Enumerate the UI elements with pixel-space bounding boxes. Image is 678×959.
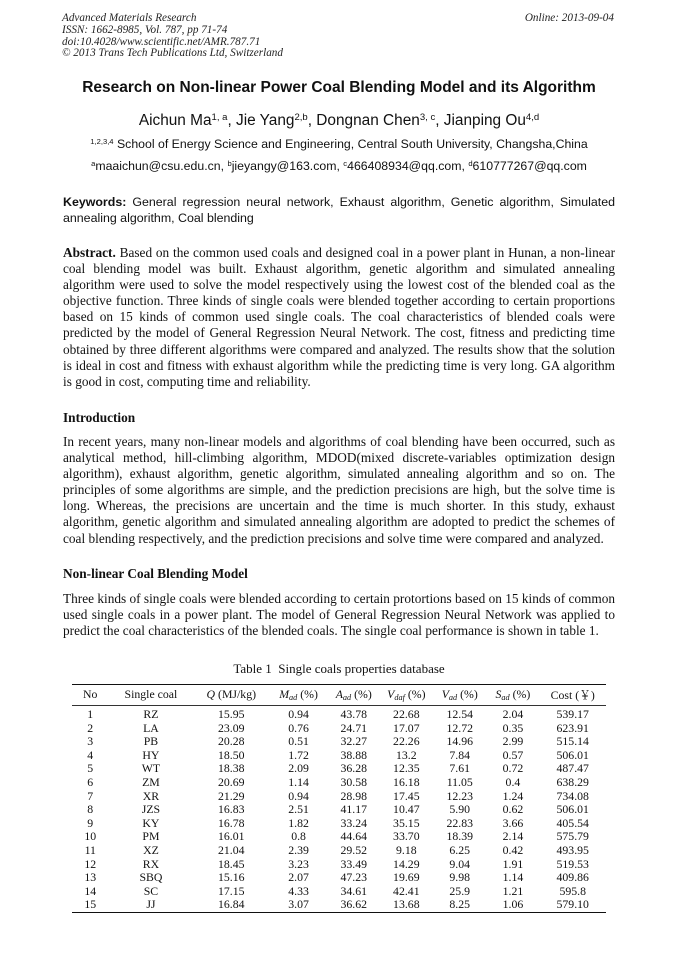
table-cell: 0.94 (288, 788, 309, 803)
table-cell: RZ (143, 707, 159, 721)
table-cell: 30.58 (340, 774, 368, 789)
table-cell: SBQ (139, 870, 163, 885)
table-cell: 0.35 (502, 720, 524, 735)
table-cell: 3.07 (269, 898, 328, 912)
section-heading-model: Non-linear Coal Blending Model (63, 566, 248, 581)
column-header: $A_{ad}$ (%) (328, 685, 380, 706)
table-cell: 1.91 (502, 856, 524, 871)
table-row (72, 762, 606, 776)
table-cell: 34.61 (340, 883, 368, 898)
table-cell: 506.01 (556, 802, 589, 817)
table-cell: 38.88 (340, 747, 368, 762)
keywords-label: Keywords: (63, 195, 127, 209)
table-cell: RX (142, 856, 160, 871)
table-cell: 8 (87, 802, 94, 817)
table-cell: 2 (87, 720, 94, 735)
author-affil-mark: 4,d (525, 111, 540, 123)
table-cell: 2.39 (288, 842, 309, 857)
table-cell: 10 (84, 829, 97, 844)
table-cell: JZS (141, 802, 161, 817)
table-row (72, 722, 606, 736)
journal-header (62, 13, 283, 60)
table-row (72, 776, 606, 790)
email-list: $^a$maaichun@csu.edu.cn, $^b$jieyangy@163.com, $^c$466408934@qq.com, $^d$610777267@qq.com (91, 158, 587, 173)
table-cell: 32.27 (340, 734, 368, 749)
table-cell: 623.91 (556, 720, 589, 735)
table-cell: 579.10 (539, 898, 606, 912)
table-cell: 2.99 (502, 734, 524, 749)
table-cell: 13.68 (380, 898, 434, 912)
table-cell: ZM (142, 774, 160, 789)
table-cell: 0.51 (288, 734, 309, 749)
column-header: $V_{ad}$ (%) (433, 685, 486, 706)
table-cell: 515.14 (556, 734, 589, 749)
author: Jie Yang (236, 112, 295, 129)
copyright-line: © 2013 Trans Tech Publications Ltd, Switzerland (62, 47, 283, 60)
affiliation-mark: 1,2,3,4 (90, 136, 114, 146)
table-cell: HY (142, 747, 160, 762)
table-cell: 23.09 (218, 720, 245, 735)
table-row (72, 830, 606, 844)
table-cell: 18.39 (446, 829, 474, 844)
paper-title: Research on Non-linear Power Coal Blending Model and its Algorithm (82, 79, 596, 96)
table-cell: 22.83 (446, 815, 474, 830)
abstract-text: Based on the common used coals and designed coal in a power plant in Hunan, a non-linear coal blending model was built. Exhaust algorithm, genetic algorithm and simulated annealing algorithm were used to solve the model respectively using the lowest cost of the blended coal as the objective function. Three kinds of single coals were blended together according to certain proportions based on 15 kinds of common used single coals. The coal characteristics of blended coals were predicted by the model of General Regression Neural Network. The cost, fitness and predicting time obtained by three different algorithms were compared and analyzed. The results show that the solution is ideal in cost and fitness with exhaust algorithm while the predicting time is very long. GA algorithm is good in cost, computing time and reliability. (63, 245, 615, 389)
author-affil-mark: 1, a (211, 111, 228, 123)
author: Jianping Ou (443, 112, 526, 129)
column-header: $V_{daf}$ (%) (380, 685, 434, 706)
table-cell: PB (143, 734, 159, 749)
table-cell: 16.83 (218, 802, 245, 817)
table-cell: 5.90 (449, 802, 471, 817)
table-cell: 2.51 (288, 802, 309, 817)
email-mark: b (227, 158, 232, 168)
table-cell: 2.04 (502, 707, 524, 721)
table-row (72, 817, 606, 831)
table-cell: 493.95 (556, 842, 589, 857)
table-cell: 15 (72, 898, 108, 912)
table-cell: 1 (87, 707, 94, 721)
section-heading-introduction: Introduction (63, 410, 136, 425)
table-cell: 6 (87, 774, 94, 789)
table-cell: 33.70 (393, 829, 420, 844)
column-header: $S_{ad}$ (%) (486, 685, 539, 706)
table-cell: 16.78 (218, 815, 245, 830)
table-cell: WT (141, 761, 161, 776)
table-cell: 13.2 (395, 747, 417, 762)
coal-properties-table (72, 684, 606, 913)
table-cell: 24.71 (340, 720, 368, 735)
table-cell: XZ (143, 842, 159, 857)
table-cell: 36.62 (328, 898, 380, 912)
table-header-row (72, 685, 606, 706)
table-cell: 41.17 (340, 802, 368, 817)
keywords (63, 194, 615, 226)
table-cell: 0.62 (502, 802, 524, 817)
column-header: $M_{ad}$ (%) (269, 685, 328, 706)
table-cell: 7 (87, 788, 94, 803)
table-cell: 44.64 (340, 829, 368, 844)
table-cell: 9.04 (449, 856, 471, 871)
table-cell: 487.47 (556, 761, 589, 776)
affiliation (40, 137, 638, 151)
table-row (72, 706, 606, 722)
author: Dongnan Chen (316, 112, 420, 129)
email-link[interactable]: 466408934@qq.com (347, 159, 462, 173)
table-cell: 42.41 (393, 883, 420, 898)
table-cell: 3.66 (502, 815, 524, 830)
table-cell: 43.78 (340, 707, 368, 721)
table-cell: SC (143, 883, 159, 898)
table-cell: 539.17 (556, 707, 589, 721)
table-cell: 12.35 (393, 761, 420, 776)
table-cell: 595.8 (559, 883, 586, 898)
table-cell: 47.23 (340, 870, 368, 885)
table-row (72, 790, 606, 804)
table-cell: 9 (87, 815, 94, 830)
table-cell: 28.98 (340, 788, 368, 803)
table-cell: 18.45 (218, 856, 245, 871)
table-cell: 1.06 (486, 898, 539, 912)
table-cell: LA (143, 720, 159, 735)
table-cell: 13 (84, 870, 97, 885)
email-mark: c (343, 158, 348, 168)
table-cell: 17.45 (393, 788, 420, 803)
table-cell: 1.24 (502, 788, 524, 803)
table-cell: 16.84 (193, 898, 269, 912)
table-cell: 1.21 (502, 883, 524, 898)
author: Aichun Ma (138, 112, 212, 129)
table-caption: Table 1 Single coals properties database (233, 661, 445, 676)
table-cell: 20.69 (218, 774, 245, 789)
model-text: Three kinds of single coals were blended according to certain protortions based on 15 kinds of common used single coals in a power plant. The model of General Regression Neural Network was applied to predict the coal characteristics of the blended coals. The single coal performance is shown in table 1. (63, 591, 615, 639)
table-cell: 4 (87, 747, 94, 762)
table-cell: 2.07 (288, 870, 309, 885)
table-cell: 35.15 (393, 815, 420, 830)
table-cell: 0.72 (502, 761, 524, 776)
table-cell: 33.49 (340, 856, 368, 871)
table-cell: 16.01 (218, 829, 245, 844)
table-row (72, 735, 606, 749)
email-mark: d (468, 158, 473, 168)
table-cell: 575.79 (556, 829, 589, 844)
table-row (72, 749, 606, 763)
table-row (72, 885, 606, 899)
table-cell: 0.57 (502, 747, 524, 762)
table-cell: 18.50 (218, 747, 245, 762)
table-cell: 10.47 (393, 802, 420, 817)
journal-name: Advanced Materials Research (62, 12, 197, 24)
table-cell: XR (142, 788, 160, 803)
table-cell: KY (142, 815, 160, 830)
table-cell: 25.9 (449, 883, 471, 898)
table-cell: 19.69 (393, 870, 420, 885)
table-cell: 22.68 (393, 707, 420, 721)
table-cell: 0.94 (288, 707, 309, 721)
table-cell: 506.01 (556, 747, 589, 762)
table-cell: 1.14 (288, 774, 309, 789)
table-cell: 3 (87, 734, 94, 749)
email-mark: a (91, 158, 96, 168)
table-cell: 33.24 (340, 815, 368, 830)
issn-line: ISSN: 1662-8985, Vol. 787, pp 71-74 (62, 23, 228, 36)
column-header: Cost (￥) (539, 685, 606, 706)
table-row (72, 803, 606, 817)
table-row (72, 844, 606, 858)
table-cell: 9.18 (395, 842, 417, 857)
keywords-text: General regression neural network, Exhaust algorithm, Genetic algorithm, Simulated annealing algorithm, Coal blending (63, 195, 615, 225)
table-cell: 519.53 (556, 856, 589, 871)
table-cell: 12.23 (446, 788, 474, 803)
introduction-text: In recent years, many non-linear models and algorithms of coal blending have been occurred, such as analytical method, hill-climbing algorithm, MDOD(mixed discrete-variables optimization design algorithm), exhaust algorithm, genetic algorithm, simulated annealing algorithm and so on. The principles of some algorithms are simple, and the prediction precisions are high, but the solve time is long. Whereas, the precisions are uncertain and the time is much shorter. In this study, exhaust algorithm, genetic algorithm and simulated annealing algorithm are adopted to predict the schemes of coal blending respectively, and the prediction precisions and solve time were compared and analyzed. (63, 434, 615, 546)
table-cell: 20.28 (218, 734, 245, 749)
table-row (72, 871, 606, 885)
table-cell: 15.95 (218, 707, 245, 721)
table-cell: 0.8 (291, 829, 306, 844)
abstract-label: Abstract. (63, 245, 116, 260)
author-affil-mark: 3, c (419, 111, 436, 123)
table-cell: 29.52 (340, 842, 368, 857)
table-cell: 17.07 (393, 720, 420, 735)
table-cell: 12.54 (446, 707, 474, 721)
doi-line: doi:10.4028/www.scientific.net/AMR.787.71 (62, 35, 261, 48)
table-cell: 15.16 (218, 870, 245, 885)
table-cell: 2.14 (502, 829, 524, 844)
table-cell: 12.72 (446, 720, 474, 735)
table-row (72, 898, 606, 912)
table-cell: 14 (84, 883, 97, 898)
column-header: Single coal (108, 685, 193, 706)
table-cell: 16.18 (393, 774, 420, 789)
table-cell: 0.42 (502, 842, 524, 857)
table-cell: 5 (87, 761, 94, 776)
online-date: Online: 2013-09-04 (524, 12, 614, 24)
column-header: No (72, 685, 108, 706)
table-cell: 734.08 (556, 788, 589, 803)
table-cell: PM (142, 829, 160, 844)
table-cell: 14.96 (446, 734, 474, 749)
email-link[interactable]: jieyangy@163.com (231, 159, 337, 173)
column-header: Q (MJ/kg) (193, 685, 269, 706)
abstract (63, 245, 615, 390)
table-cell: 21.04 (218, 842, 245, 857)
table-cell: 22.26 (393, 734, 420, 749)
author-list: Aichun Ma$^{1, a}$, Jie Yang$^{2,b}$, Dongnan Chen$^{3, c}$, Jianping Ou$^{4,d}$ (138, 111, 540, 129)
table-cell: 11 (84, 842, 96, 857)
table-cell: 638.29 (556, 774, 589, 789)
table-cell: 14.29 (393, 856, 420, 871)
table-cell: 0.4 (505, 774, 521, 789)
table-cell: 9.98 (449, 870, 471, 885)
table-cell: 4.33 (288, 883, 309, 898)
table-cell: 12 (84, 856, 97, 871)
email-link[interactable]: 610777267@qq.com (472, 159, 587, 173)
table-cell: 0.76 (288, 720, 309, 735)
table-cell: 17.15 (218, 883, 245, 898)
table-cell: 18.38 (218, 761, 245, 776)
table-cell: 1.14 (502, 870, 524, 885)
email-link[interactable]: maaichun@csu.edu.cn (95, 159, 221, 173)
author-affil-mark: 2,b (294, 111, 308, 123)
table-cell: 11.05 (446, 774, 473, 789)
table-cell: 21.29 (218, 788, 245, 803)
table-cell: 7.84 (449, 747, 471, 762)
table-cell: 7.61 (449, 761, 471, 776)
table-cell: 1.72 (288, 747, 309, 762)
table-cell: JJ (108, 898, 193, 912)
table-cell: 405.54 (556, 815, 589, 830)
table-cell: 2.09 (288, 761, 309, 776)
table-cell: 36.28 (340, 761, 368, 776)
table-cell: 8.25 (433, 898, 486, 912)
table-cell: 1.82 (288, 815, 309, 830)
table-cell: 3.23 (288, 856, 309, 871)
table-cell: 409.86 (556, 870, 589, 885)
table-cell: 6.25 (449, 842, 471, 857)
table-row (72, 858, 606, 872)
affiliation-text: School of Energy Science and Engineering, Central South University, Changsha,China (113, 137, 588, 151)
